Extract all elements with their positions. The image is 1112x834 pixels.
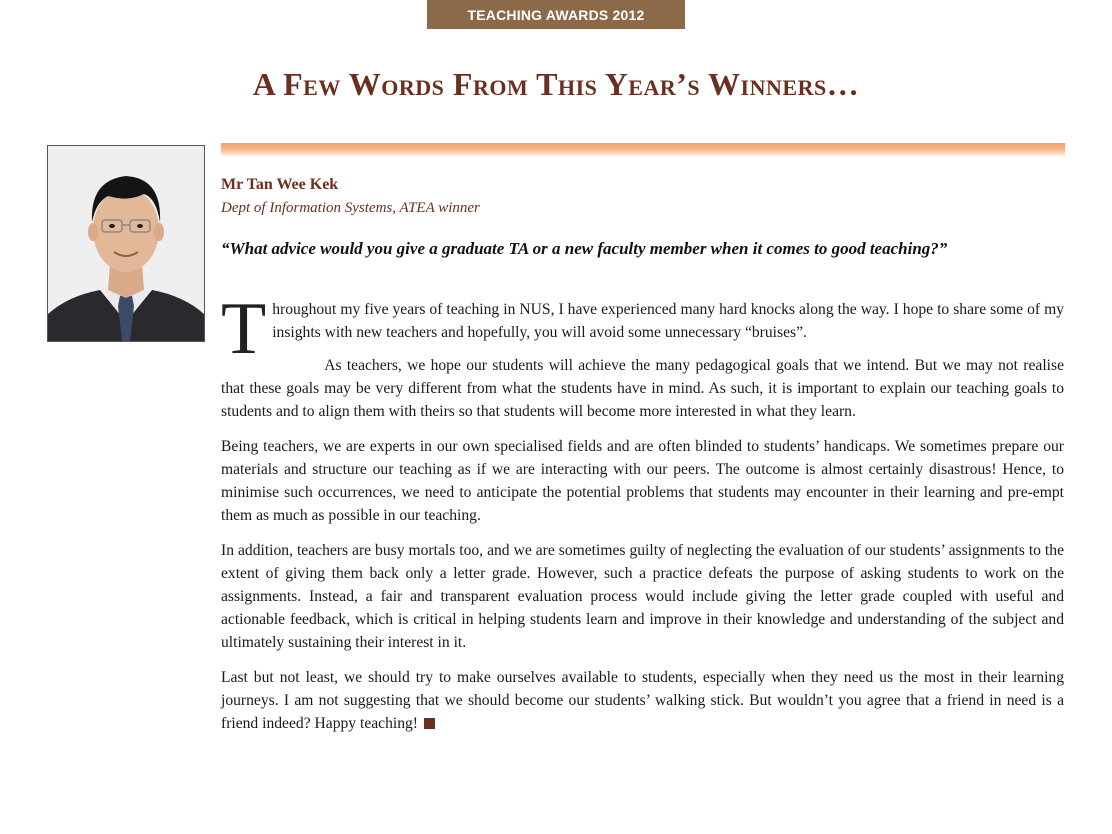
section-tab xyxy=(427,0,685,29)
paragraph-5 xyxy=(221,666,1064,735)
end-mark-icon xyxy=(424,718,435,729)
interview-question: “What advice would you give a graduate TA or a new faculty member when it comes to good teaching?” xyxy=(221,239,948,258)
orange-divider xyxy=(221,143,1065,157)
paragraph-4: In addition, teachers are busy mortals too, and we are sometimes guilty of neglecting the evaluation of our students’ assignments to the extent of giving them back only a letter grade. However, such a practice defeats the purpose of asking students to work on the assignments. Instead, a fair and transparent evaluation process would include giving the letter grade coupled with useful and actionable feedback, which is critical in helping students learn and improve in their knowledge and understanding of the subject and ultimately sustaining their interest in it. xyxy=(221,542,1064,651)
article-body xyxy=(221,288,1064,735)
portrait-illustration xyxy=(48,146,204,341)
winner-department: Dept of Information Systems, ATEA winner xyxy=(221,200,480,216)
paragraph-1 xyxy=(221,288,1064,370)
winner-name: Mr Tan Wee Kek xyxy=(221,176,339,193)
section-tab-label: TEACHING AWARDS 2012 xyxy=(467,6,645,23)
paragraph-1-text: hroughout my five years of teaching in NUS, I have experienced many hard knocks along the way. I hope to share some of my insights with new teachers and hopefully, you will avoid some unnecessary “bruises”. xyxy=(272,301,1064,341)
page-title xyxy=(0,66,1112,103)
page-title-text: A Few Words From This Year’s Winners… xyxy=(252,66,860,102)
portrait-photo xyxy=(47,145,205,342)
drop-cap: T xyxy=(221,288,267,370)
paragraph-2: As teachers, we hope our students will achieve the many pedagogical goals that we intend. But we may not realise that these goals may be very different from what the students have in mind. As such, it is important to explain our teaching goals to students and to align them with theirs so that students will become more interested in what they learn. xyxy=(221,357,1064,420)
paragraph-3: Being teachers, we are experts in our own specialised fields and are often blinded to students’ handicaps. We sometimes prepare our materials and structure our teaching as if we are interacting with our peers. The outcome is almost certainly disastrous! Hence, to minimise such occurrences, we need to anticipate the potential problems that students may encounter in their learning and pre-empt them as much as possible in our teaching. xyxy=(221,438,1064,524)
paragraph-5-text: Last but not least, we should try to make ourselves available to students, especially when they need us the most in their learning journeys. I am not suggesting that we should become our students’ walking stick. But wouldn’t you agree that a friend in need is a friend indeed? Happy teaching! xyxy=(221,669,1064,732)
